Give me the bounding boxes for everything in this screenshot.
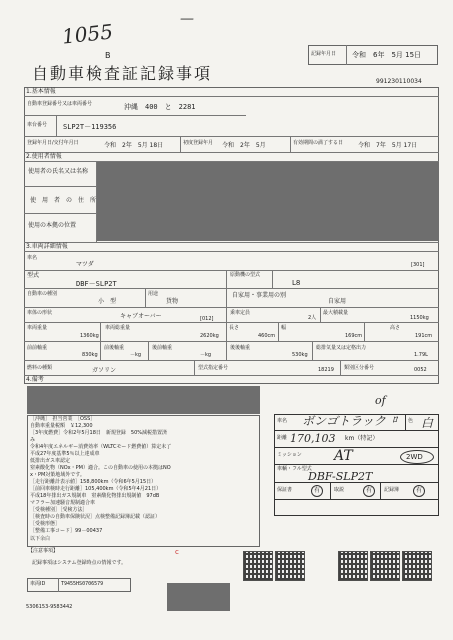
remark-line: 令和4年度エネルギー消費効率（WLTCモード燃費値）算定未了 (30, 444, 172, 450)
qr-code-3 (338, 551, 368, 581)
expiry-label: 有効期間の満了する日 (293, 140, 344, 146)
nameplate-manual-value: 有 (366, 487, 373, 494)
nameplate-mission-label: ミッション (277, 452, 302, 458)
serial-number: 5306153-9583442 (26, 604, 73, 610)
stray-mark: c (175, 548, 179, 556)
height-value: 191cm (415, 333, 433, 339)
body-value: キャブオーバー (120, 313, 162, 320)
remark-line: ［検査時の自動車保険状況］点検整備記録簿記載（認証） (30, 514, 161, 520)
kind-value: 小 型 (98, 298, 117, 305)
first-reg-label: 登録年月日/交付年月日 (27, 140, 79, 146)
fuel-value: ガソリン (92, 367, 117, 374)
nameplate-name-label: 車名 (277, 418, 288, 424)
remark-line: ［3年度燃費］令和2年5月18日 新規登録 50%減税措置済 (30, 430, 168, 436)
type-number-value: 18219 (318, 367, 334, 373)
nameplate-book-label: 保証書 (277, 487, 293, 493)
doc-number: 991230110034 (376, 78, 422, 85)
fuel-label: 燃料の種類 (27, 365, 53, 371)
remark-line: ［沖縄］ 担当営業 ［OSS］ (30, 416, 96, 422)
vehicle-id-value: T9455HS0706579 (61, 581, 104, 587)
remark-line: 平成18年排出ガス規制車 窒素酸化物排出規制値 97dB (30, 493, 160, 499)
record-circle (413, 485, 425, 497)
front-rear-axle-value: －kg (130, 352, 142, 358)
front-axle-label: 前前軸重 (27, 345, 48, 351)
height-label: 高さ (390, 325, 401, 331)
handwritten-sheet-mark: of (375, 394, 386, 407)
remark-line: 低排出ガス車認定 (30, 458, 71, 464)
section-basic-heading: 1.基本情報 (26, 88, 56, 95)
remarks-redaction (27, 386, 260, 414)
user-name-label: 使用者の氏名又は名称 (28, 168, 89, 175)
qr-code-2 (275, 551, 305, 581)
nameplate-drive-value: 2WD (406, 453, 423, 461)
qr-code-5 (402, 551, 432, 581)
width-label: 幅 (281, 325, 287, 331)
engine-label: 原動機の型式 (230, 272, 261, 278)
class-number-label: 類別区分番号 (344, 365, 375, 371)
rear-rear-axle-value: 530kg (292, 352, 308, 358)
base-location-label: 使用の本拠の位置 (28, 222, 77, 229)
remark-line: み (30, 437, 36, 443)
body-label: 車体の形状 (27, 310, 53, 316)
handwritten-number: 1055 (60, 19, 115, 49)
rear-front-axle-value: －kg (200, 352, 212, 358)
nameplate-model-value: DBF-SLP2T (308, 470, 373, 483)
displacement-label: 総排気量又は定格出力 (316, 345, 367, 351)
manual-circle (363, 485, 375, 497)
width-value: 169cm (345, 333, 363, 339)
rear-front-axle-label: 後前軸重 (152, 345, 173, 351)
front-axle-value: 830kg (82, 352, 98, 358)
page-title: 自動車検査証記録事項 (32, 64, 213, 83)
remark-line: ［受検形態］ (30, 521, 61, 527)
max-load-label: 最大積載量 (323, 310, 349, 316)
maker-label: 車名 (27, 255, 38, 261)
handwritten-dash: — (180, 11, 194, 27)
nameplate-model-label: 車輌・フル型式 (277, 466, 312, 472)
use-label: 用途 (148, 291, 159, 297)
length-label: 長さ (229, 325, 240, 331)
max-load-value: 1150kg (410, 315, 429, 321)
private-label: 自家用・事業用の別 (232, 292, 287, 299)
chassis-value: SLP2T－119356 (63, 123, 117, 131)
class-number-value: 0052 (414, 367, 427, 373)
section-user-heading: 2.使用者情報 (26, 153, 62, 160)
capacity-label: 乗車定員 (230, 310, 251, 316)
qr-code-4 (370, 551, 400, 581)
nameplate-mission-value: AT (334, 448, 353, 464)
reg-number-value: 沖縄 400 と 2281 (124, 103, 196, 111)
capacity-value: 2人 (308, 315, 317, 321)
first-year-value: 令和 2年 5月 (222, 142, 266, 149)
remark-line: ［前回車検時走行距離］105,400km（令和5年4月21日） (30, 486, 162, 492)
first-reg-value: 令和 2年 5月 18日 (104, 142, 164, 149)
qr-code-1 (243, 551, 273, 581)
nameplate-manual-label: 取説 (334, 487, 345, 493)
length-value: 460cm (258, 333, 276, 339)
book-circle (311, 485, 323, 497)
letter-marker: B (105, 51, 111, 60)
weight-label: 車両重量 (27, 325, 48, 331)
body-code: [012] (200, 316, 214, 322)
chassis-label: 車台番号 (27, 122, 48, 128)
nameplate-book-value: 有 (314, 487, 321, 494)
model-value: DBF－SLP2T (76, 280, 117, 288)
footer-redaction (167, 583, 230, 611)
record-date-value: 令和 6年 5月 15日 (352, 51, 422, 59)
nameplate-name-value: ボンゴトラック (302, 414, 386, 428)
user-name-redaction (97, 162, 439, 241)
remark-line: x・PM対策地域外です。 (30, 472, 85, 478)
gross-weight-value: 2620kg (200, 333, 219, 339)
user-address-label: 使 用 者 の 住 所 (30, 197, 97, 204)
remark-line: ［整備工事コード］99－00437 (30, 528, 103, 534)
remark-line: マフラー加速騒音規制適合車 (30, 500, 96, 506)
nameplate-color-value: 白 (421, 416, 434, 430)
nameplate-mileage-value: 170,103 (290, 432, 336, 445)
front-rear-axle-label: 前後軸重 (104, 345, 125, 351)
weight-value: 1360kg (80, 333, 99, 339)
nameplate-color-label: 色 (408, 418, 414, 424)
kind-label: 自動車の種別 (27, 291, 58, 297)
remark-line: 窒素酸化物（NOx・PM）適合。この自動車の使用の本拠はNO (30, 465, 171, 471)
section-remarks-heading: 4.備考 (26, 376, 44, 383)
nameplate-mileage-label: 距離 (277, 435, 288, 441)
first-year-label: 初度登録年月 (183, 140, 214, 146)
notice-heading: 【注意事項】 (28, 548, 59, 554)
remark-line: ［走行距離計表示値］158,800km（令和6年5月15日） (30, 479, 157, 485)
nameplate-record-label: 記録簿 (384, 487, 400, 493)
notice-text: 記録事項はシステム登録時点の情報です。 (32, 560, 127, 566)
section-vehicle-heading: 3.車両詳細情報 (26, 243, 68, 250)
reg-number-label: 自動車登録番号又は車両番号 (27, 101, 93, 107)
maker-code: [301] (411, 262, 425, 268)
maker-value: マツダ (76, 261, 94, 268)
remark-line: 平成27年度基準5％以上達成車 (30, 451, 100, 457)
private-value: 自家用 (328, 298, 347, 305)
record-date-label: 記録年月日 (311, 51, 337, 57)
nameplate-mark: ﾛ (392, 415, 397, 426)
nameplate-record-value: 有 (416, 487, 423, 494)
vehicle-id-label: 車両ID (30, 581, 46, 587)
remark-line: 自動車重量税額 ￥12,300 (30, 423, 93, 429)
gross-weight-label: 車両総重量 (105, 325, 131, 331)
nameplate-mileage-unit: km（特記） (345, 435, 379, 442)
rear-rear-axle-label: 後後軸重 (230, 345, 251, 351)
use-value: 貨物 (166, 298, 179, 305)
displacement-value: 1.79L (414, 352, 428, 358)
remark-line: 以下余白 (30, 536, 51, 542)
remark-line: ［受検種別］［受検方法］ (30, 507, 88, 513)
model-label: 型式 (27, 272, 40, 279)
type-number-label: 型式指定番号 (198, 365, 229, 371)
engine-value: L8 (292, 279, 301, 287)
expiry-value: 令和 7年 5月 17日 (358, 142, 418, 149)
